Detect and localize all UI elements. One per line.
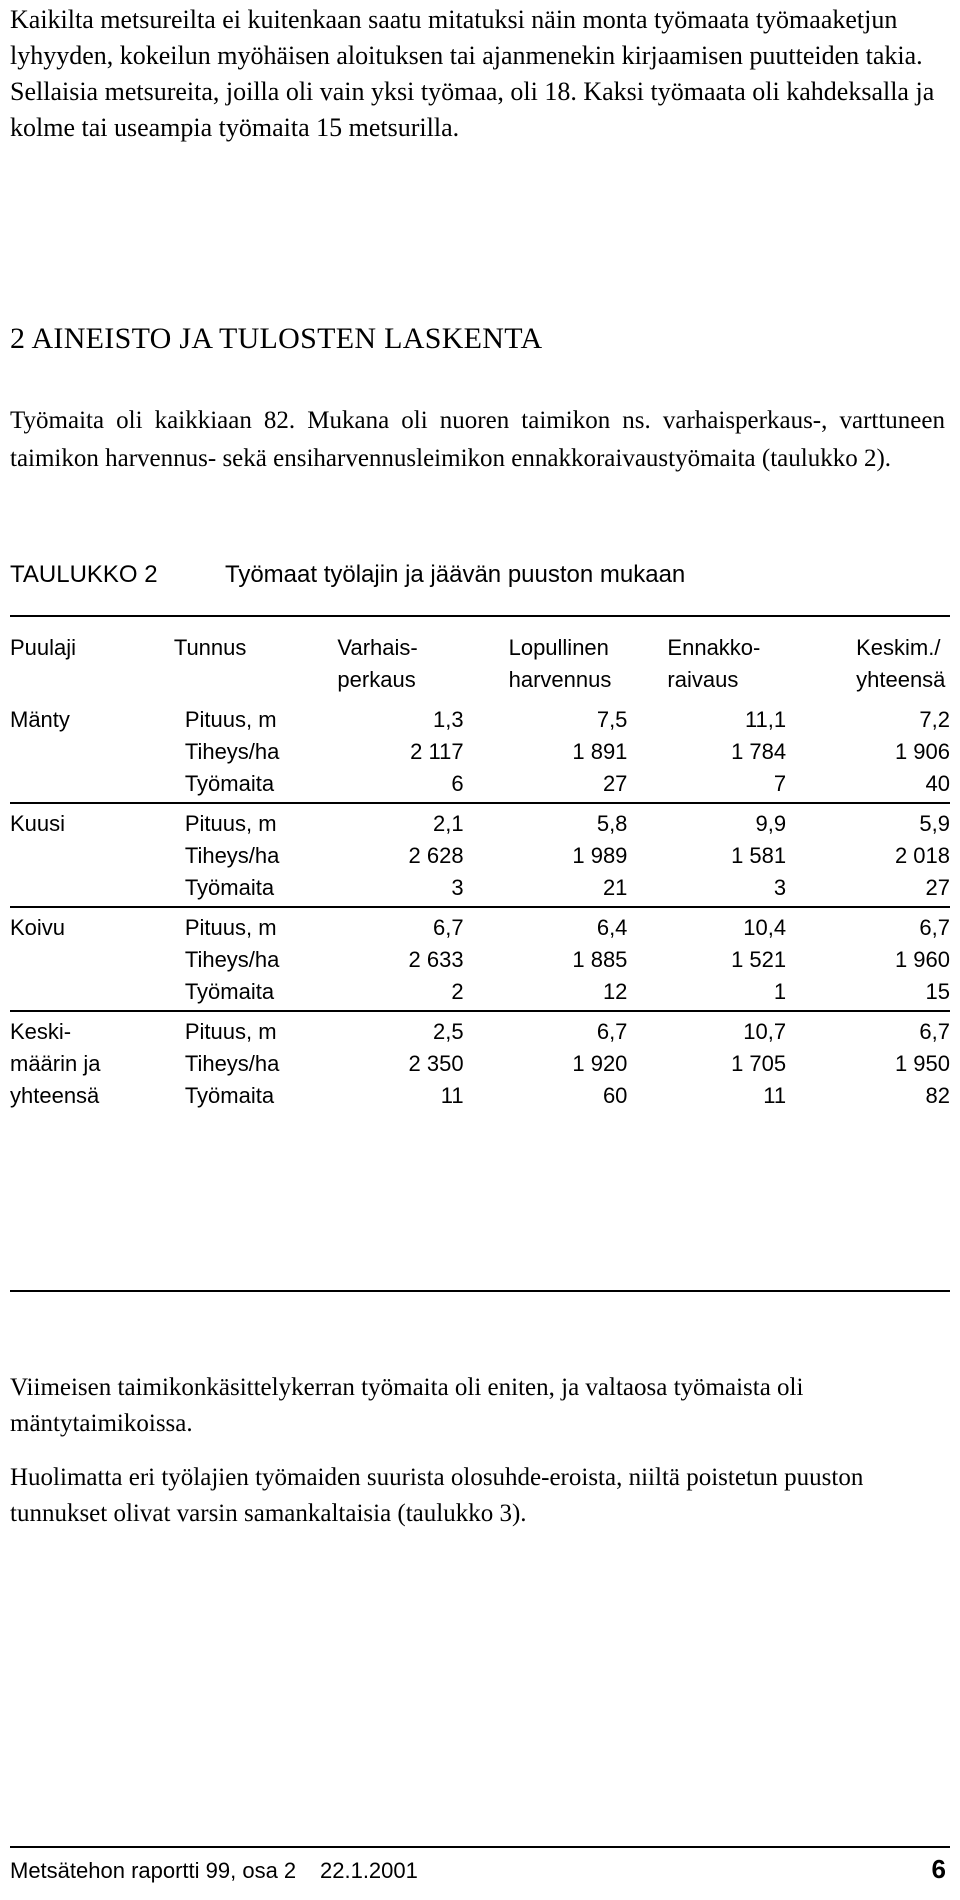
species-cell: Mänty xyxy=(10,707,70,732)
table-header-row xyxy=(10,632,950,704)
page-number: 6 xyxy=(931,1854,946,1884)
varhaisperkaus-cell: 2,5 2 350 11 xyxy=(327,1011,463,1114)
lopullinen-harvennus-cell: 6,7 1 920 60 xyxy=(464,1011,628,1114)
ennakkoraivaus-cell: 11,1 1 784 7 xyxy=(731,707,787,796)
intro-paragraph: Kaikilta metsureilta ei kuitenkaan saatu mitatuksi näin monta työmaata työmaaketjun lyhyyden, kokeilun myöhäisen aloituksen tai ajanmenekin kirjaamisen puutteiden takia. Sellaisia metsureita, joilla oli vain yksi työmaa, oli 18. Kaksi työmaata oli kahdeksalla ja kolme tai useampia työmaita 15 metsurilla. xyxy=(10,5,935,142)
ennakkoraivaus-cell: 10,4 1 521 1 xyxy=(627,907,786,1011)
keskim-yhteensa-cell: 6,7 1 960 15 xyxy=(786,907,950,1011)
table-row xyxy=(10,704,950,803)
section-heading: 2 AINEISTO JA TULOSTEN LASKENTA xyxy=(10,322,543,355)
footer-publication: Metsätehon raportti 99, osa 2 xyxy=(10,1858,297,1883)
lopullinen-harvennus-cell: 7,5 1 891 27 xyxy=(572,707,628,796)
worksite-table xyxy=(10,632,950,1114)
attribute-cell: Pituus, m Tiheys/ha Työmaita xyxy=(174,803,328,907)
last-treatment-paragraph: Viimeisen taimikonkäsittelykerran työmaita oli eniten, ja valtaosa työmaista oli mäntytaimikoissa. xyxy=(10,1374,804,1437)
varhaisperkaus-cell: 2,1 2 628 3 xyxy=(327,803,463,907)
ennakkoraivaus-cell: 10,7 1 705 11 xyxy=(627,1011,786,1114)
ennakkoraivaus-cell: 9,9 1 581 3 xyxy=(627,803,786,907)
table-row xyxy=(10,907,950,1011)
similarity-paragraph: Huolimatta eri työlajien työmaiden suurista olosuhde-eroista, niiltä poistetun puuston tunnukset olivat varsin samankaltaisia (taulukko 3). xyxy=(10,1464,864,1527)
species-cell: Kuusi xyxy=(10,803,174,907)
table-bottom-rule xyxy=(10,1290,950,1292)
keskim-yhteensa-cell: 5,9 2 018 27 xyxy=(786,803,950,907)
table-row xyxy=(10,803,950,907)
varhaisperkaus-cell: 1,3 2 117 6 xyxy=(410,707,464,796)
header-puulaji: Puulaji xyxy=(10,635,77,660)
footer-date: 22.1.2001 xyxy=(320,1858,418,1883)
header-keskim-yhteensa: Keskim./ yhteensä xyxy=(856,635,946,692)
lopullinen-harvennus-cell: 6,4 1 885 12 xyxy=(464,907,628,1011)
keskim-yhteensa-cell: 7,2 1 906 40 xyxy=(894,707,950,796)
table-total-row xyxy=(10,1011,950,1114)
footer-rule xyxy=(10,1846,950,1848)
page-footer xyxy=(10,1852,950,1892)
header-tunnus: Tunnus xyxy=(173,635,247,660)
species-cell: Keski- määrin ja yhteensä xyxy=(10,1011,174,1114)
table-top-rule xyxy=(10,615,950,617)
attribute-cell: Pituus, m Tiheys/ha Työmaita xyxy=(184,707,280,796)
header-varhaisperkaus: Varhais- perkaus xyxy=(337,635,418,692)
varhaisperkaus-cell: 6,7 2 633 2 xyxy=(327,907,463,1011)
attribute-cell: Pituus, m Tiheys/ha Työmaita xyxy=(174,1011,328,1114)
table-label: TAULUKKO 2 xyxy=(10,561,158,588)
attribute-cell: Pituus, m Tiheys/ha Työmaita xyxy=(174,907,328,1011)
table-title: Työmaat työlajin ja jäävän puuston mukaan xyxy=(225,561,686,588)
materials-paragraph: Työmaita oli kaikkiaan 82. Mukana oli nuoren taimikon ns. varhaisperkaus-, varttuneen taimikon harvennus- sekä ensiharvennusleimikon ennakkoraivaustyömaita (taulukko 2). xyxy=(10,407,945,472)
species-cell: Koivu xyxy=(10,907,174,1011)
header-ennakkoraivaus: Ennakko- raivaus xyxy=(667,635,761,692)
header-lopullinen-harvennus: Lopullinen harvennus xyxy=(508,635,612,692)
keskim-yhteensa-cell: 6,7 1 950 82 xyxy=(786,1011,950,1114)
lopullinen-harvennus-cell: 5,8 1 989 21 xyxy=(464,803,628,907)
